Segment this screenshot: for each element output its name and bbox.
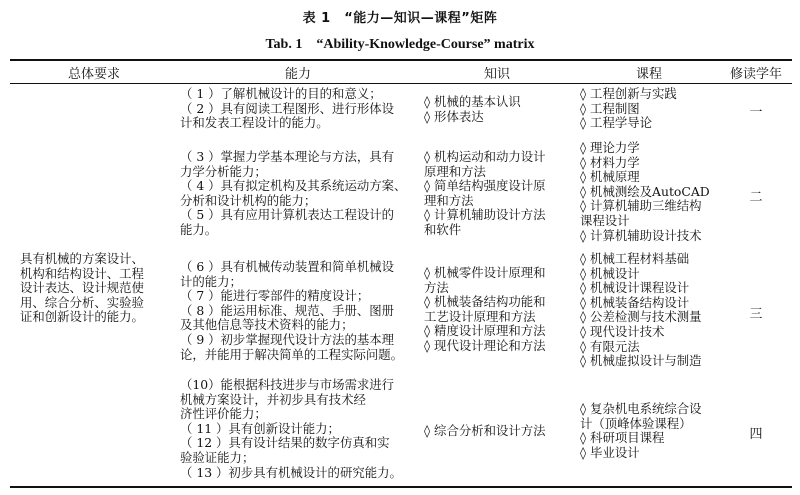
overall-line: 机构和结构设计、工程 [20, 265, 144, 281]
course-line: ◊ 现代设计技术 [580, 323, 665, 339]
row-1-ability [180, 87, 394, 131]
knowledge-line: ◊ 精度设计原理和方法 [424, 323, 546, 339]
course-line: ◊ 机械原理 [580, 169, 640, 185]
ability-line: （ 13 ）初步具有机械设计的研究能力。 [180, 464, 402, 480]
course-line: ◊ 计算机辅助设计技术 [580, 227, 702, 243]
row-4-course [580, 402, 702, 460]
course-line: ◊ 机械设计 [580, 265, 640, 281]
knowledge-line: 理和方法 [424, 192, 474, 208]
row-4-knowledge [424, 424, 546, 439]
knowledge-line: ◊ 机械装备结构功能和 [424, 294, 546, 310]
course-line: ◊ 毕业设计 [580, 444, 640, 460]
ability-line: 力学分析能力； [180, 163, 267, 179]
knowledge-line: ◊ 机构运动和动力设计 [424, 149, 546, 164]
knowledge-line: ◊ 机械的基本认识 [424, 94, 521, 109]
table-title-english: Tab. 1 “Ability-Knowledge-Course” matrix [265, 37, 535, 52]
row-3-course [580, 252, 702, 369]
course-line: ◊ 公差检测与技术测量 [580, 309, 702, 325]
row-1-year: 一 [749, 105, 763, 120]
course-line: ◊ 机械设计课程设计 [580, 280, 690, 296]
knowledge-line: ◊ 现代设计理论和方法 [424, 337, 546, 353]
ability-line: 计的能力； [180, 273, 242, 289]
ability-line: 济性评价能力； [180, 406, 267, 422]
table-top-rule [10, 59, 792, 61]
ability-line: （ 7 ）能进行零部件的精度设计； [180, 288, 370, 304]
row-1-course [580, 87, 677, 131]
overall-line: 用、综合分析、实验验 [20, 294, 144, 310]
ability-line: （ 3 ）掌握力学基本理论与方法，具有 [180, 149, 395, 164]
ability-line: （ 12 ）具有设计结果的数字仿真和实 [180, 435, 390, 451]
row-2-knowledge [424, 150, 546, 238]
knowledge-line: ◊ 计算机辅助设计方法 [424, 207, 546, 223]
ability-line: （ 11 ）具有创新设计能力； [180, 420, 340, 436]
ability-line: （ 1 ）了解机械设计的目的和意义； [180, 86, 382, 101]
course-line: ◊ 工程制图 [580, 100, 640, 116]
ability-line: 机械方案设计，并初步具有技术经 [180, 391, 366, 407]
course-line: ◊ 机械工程材料基础 [580, 251, 690, 266]
row-2-course [580, 141, 710, 243]
knowledge-line: ◊ 简单结构强度设计原 [424, 178, 546, 194]
course-line: ◊ 机械虚拟设计与制造 [580, 353, 702, 369]
course-line: ◊ 计算机辅助三维结构 [580, 198, 702, 214]
course-line: ◊ 有限元法 [580, 338, 640, 354]
knowledge-line: 原理和方法 [424, 163, 486, 179]
ability-line: （ 2 ）具有阅读工程图形、进行形体设 [180, 100, 395, 116]
course-line: ◊ 材料力学 [580, 154, 640, 170]
header-rule [10, 83, 792, 84]
course-line: ◊ 工程创新与实践 [580, 86, 677, 101]
course-line: ◊ 科研项目课程 [580, 430, 665, 446]
overall-line: 设计表达、设计规范使 [20, 280, 144, 296]
ability-line: （ 6 ）具有机械传动装置和简单机械设 [180, 259, 395, 274]
ability-line: 及其他信息等技术资料的能力； [180, 317, 354, 333]
course-line: ◊ 复杂机电系统综合设 [580, 401, 702, 416]
header-overall: 总体要求 [67, 67, 120, 82]
course-line: ◊ 理论力学 [580, 140, 640, 155]
ability-line: 论，并能用于解决简单的工程实际问题。 [180, 346, 404, 362]
ability-line: （ 4 ）具有拟定机构及其系统运动方案、 [180, 178, 407, 194]
row-1-knowledge [424, 95, 521, 124]
ability-line: 能力。 [180, 221, 218, 237]
knowledge-line: ◊ 形体表达 [424, 108, 484, 124]
table-title-chinese: 表 1 “能力—知识—课程”矩阵 [302, 11, 498, 26]
ability-line: 分析和设计机构的能力； [180, 192, 317, 208]
overall-requirement [20, 252, 144, 325]
ability-line: 验验证能力； [180, 449, 255, 465]
header-knowledge: 知识 [483, 67, 510, 82]
ability-line: 计和发表工程设计的能力。 [180, 115, 329, 131]
row-4-ability [180, 378, 402, 480]
row-2-ability [180, 150, 406, 238]
course-line: 课程设计 [580, 212, 630, 228]
ability-line: （ 5 ）具有应用计算机表达工程设计的 [180, 207, 395, 223]
row-3-knowledge [424, 266, 546, 354]
course-line: ◊ 机械测绘及AutoCAD [580, 183, 710, 199]
knowledge-line: 和软件 [424, 221, 462, 237]
course-line: ◊ 工程学导论 [580, 115, 653, 131]
ability-line: （ 8 ）能运用标准、规范、手册、图册 [180, 302, 395, 318]
ability-line: （ 9 ）初步掌握现代设计方法的基本理 [180, 331, 395, 347]
table-bottom-rule [10, 486, 792, 488]
knowledge-line: 工艺设计原理和方法 [424, 308, 536, 324]
overall-line: 证和创新设计的能力。 [20, 309, 144, 325]
row-4-year: 四 [749, 427, 763, 442]
knowledge-line: 方法 [424, 279, 449, 295]
course-line: ◊ 机械装备结构设计 [580, 294, 690, 310]
row-2-year: 二 [749, 190, 763, 205]
ability-line: （10）能根据科技进步与市场需求进行 [180, 377, 395, 392]
overall-line: 具有机械的方案设计、 [20, 251, 144, 266]
knowledge-line: ◊ 综合分析和设计方法 [424, 423, 546, 438]
knowledge-line: ◊ 机械零件设计原理和 [424, 265, 546, 280]
header-ability: 能力 [284, 67, 311, 82]
header-year: 修读学年 [729, 67, 782, 82]
header-course: 课程 [635, 67, 662, 82]
row-3-year: 三 [749, 307, 763, 322]
row-3-ability [180, 260, 403, 362]
course-line: 计（顶峰体验课程） [580, 415, 692, 431]
